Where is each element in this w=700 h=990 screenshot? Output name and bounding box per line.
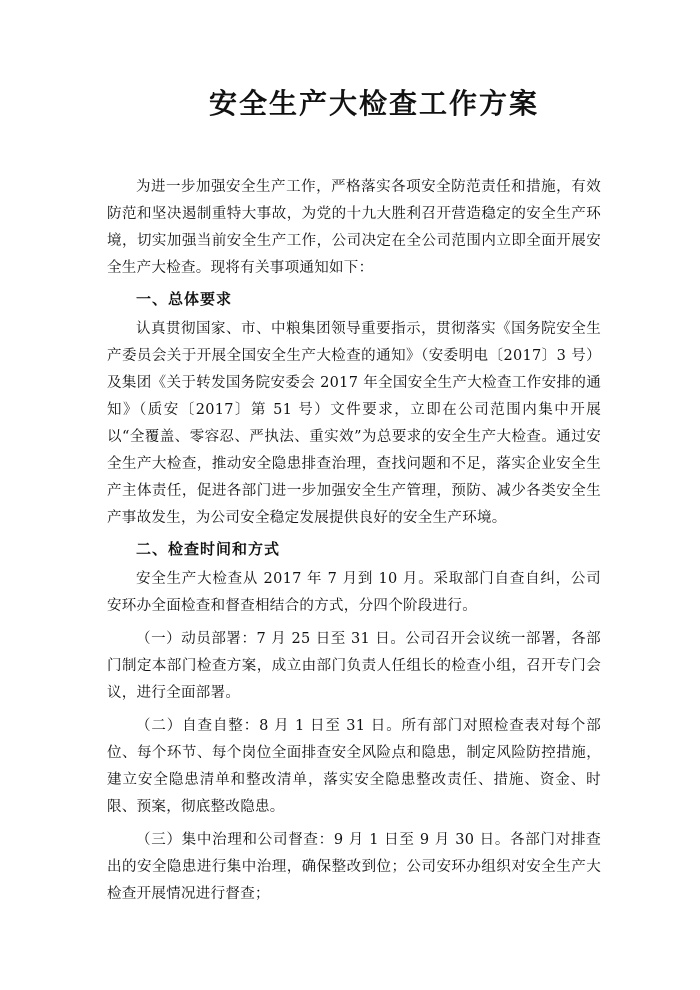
section-paragraph: 认真贯彻国家、市、中粮集团领导重要指示，贯彻落实《国务院安全生产委员会关于开展全国安全生产大检查的通知》（安委明电〔2017〕3 号）及集团《关于转发国务院安委会 2017 年全国安全生产大检查工作安排的通知》（质安〔2017〕第 51 号）文件要求，立即在公司范围内集中开展以“全覆盖、零容忍、严执法、重实效”为总要求的安全生产大检查。通过安全生产大检查，推动安全隐患排查治理，查找问题和不足，落实企业安全生产主体责任，促进各部门进一步加强安全生产管理，预防、减少各类安全生产事故发生，为公司安全稳定发展提供良好的安全生产环境。 — [107, 321, 601, 526]
document-body — [107, 174, 601, 908]
section-paragraph: （一）动员部署：7 月 25 日至 31 日。公司召开会议统一部署，各部门制定本部门检查方案，成立由部门负责人任组长的检查小组，召开专门会议，进行全面部署。 — [107, 631, 601, 701]
intro-paragraph: 为进一步加强安全生产工作，严格落实各项安全防范责任和措施，有效防范和坚决遏制重特大事故，为党的十九大胜利召开营造稳定的安全生产环境，切实加强当前安全生产工作，公司决定在全公司范围内立即全面开展安全生产大检查。现将有关事项通知如下： — [107, 179, 601, 276]
section-heading: 一、总体要求 — [136, 290, 233, 308]
section-heading: 二、检查时间和方式 — [136, 540, 281, 558]
section-paragraph: （二）自查自整：8 月 1 日至 31 日。所有部门对照检查表对每个部位、每个环节、每个岗位全面排查安全风险点和隐患，制定风险防控措施，建立安全隐患清单和整改清单，落实安全隐患整改责任、措施、资金、时限、预案，彻底整改隐患。 — [107, 718, 601, 815]
document-title: 安全生产大检查工作方案 — [208, 87, 539, 120]
section-paragraph: 安全生产大检查从 2017 年 7 月到 10 月。采取部门自查自纠，公司安环办全面检查和督查相结合的方式，分四个阶段进行。 — [107, 571, 601, 614]
section-paragraph: （三）集中治理和公司督查：9 月 1 日至 9 月 30 日。各部门对排查出的安全隐患进行集中治理，确保整改到位；公司安环办组织对安全生产大检查开展情况进行督查； — [107, 832, 601, 902]
